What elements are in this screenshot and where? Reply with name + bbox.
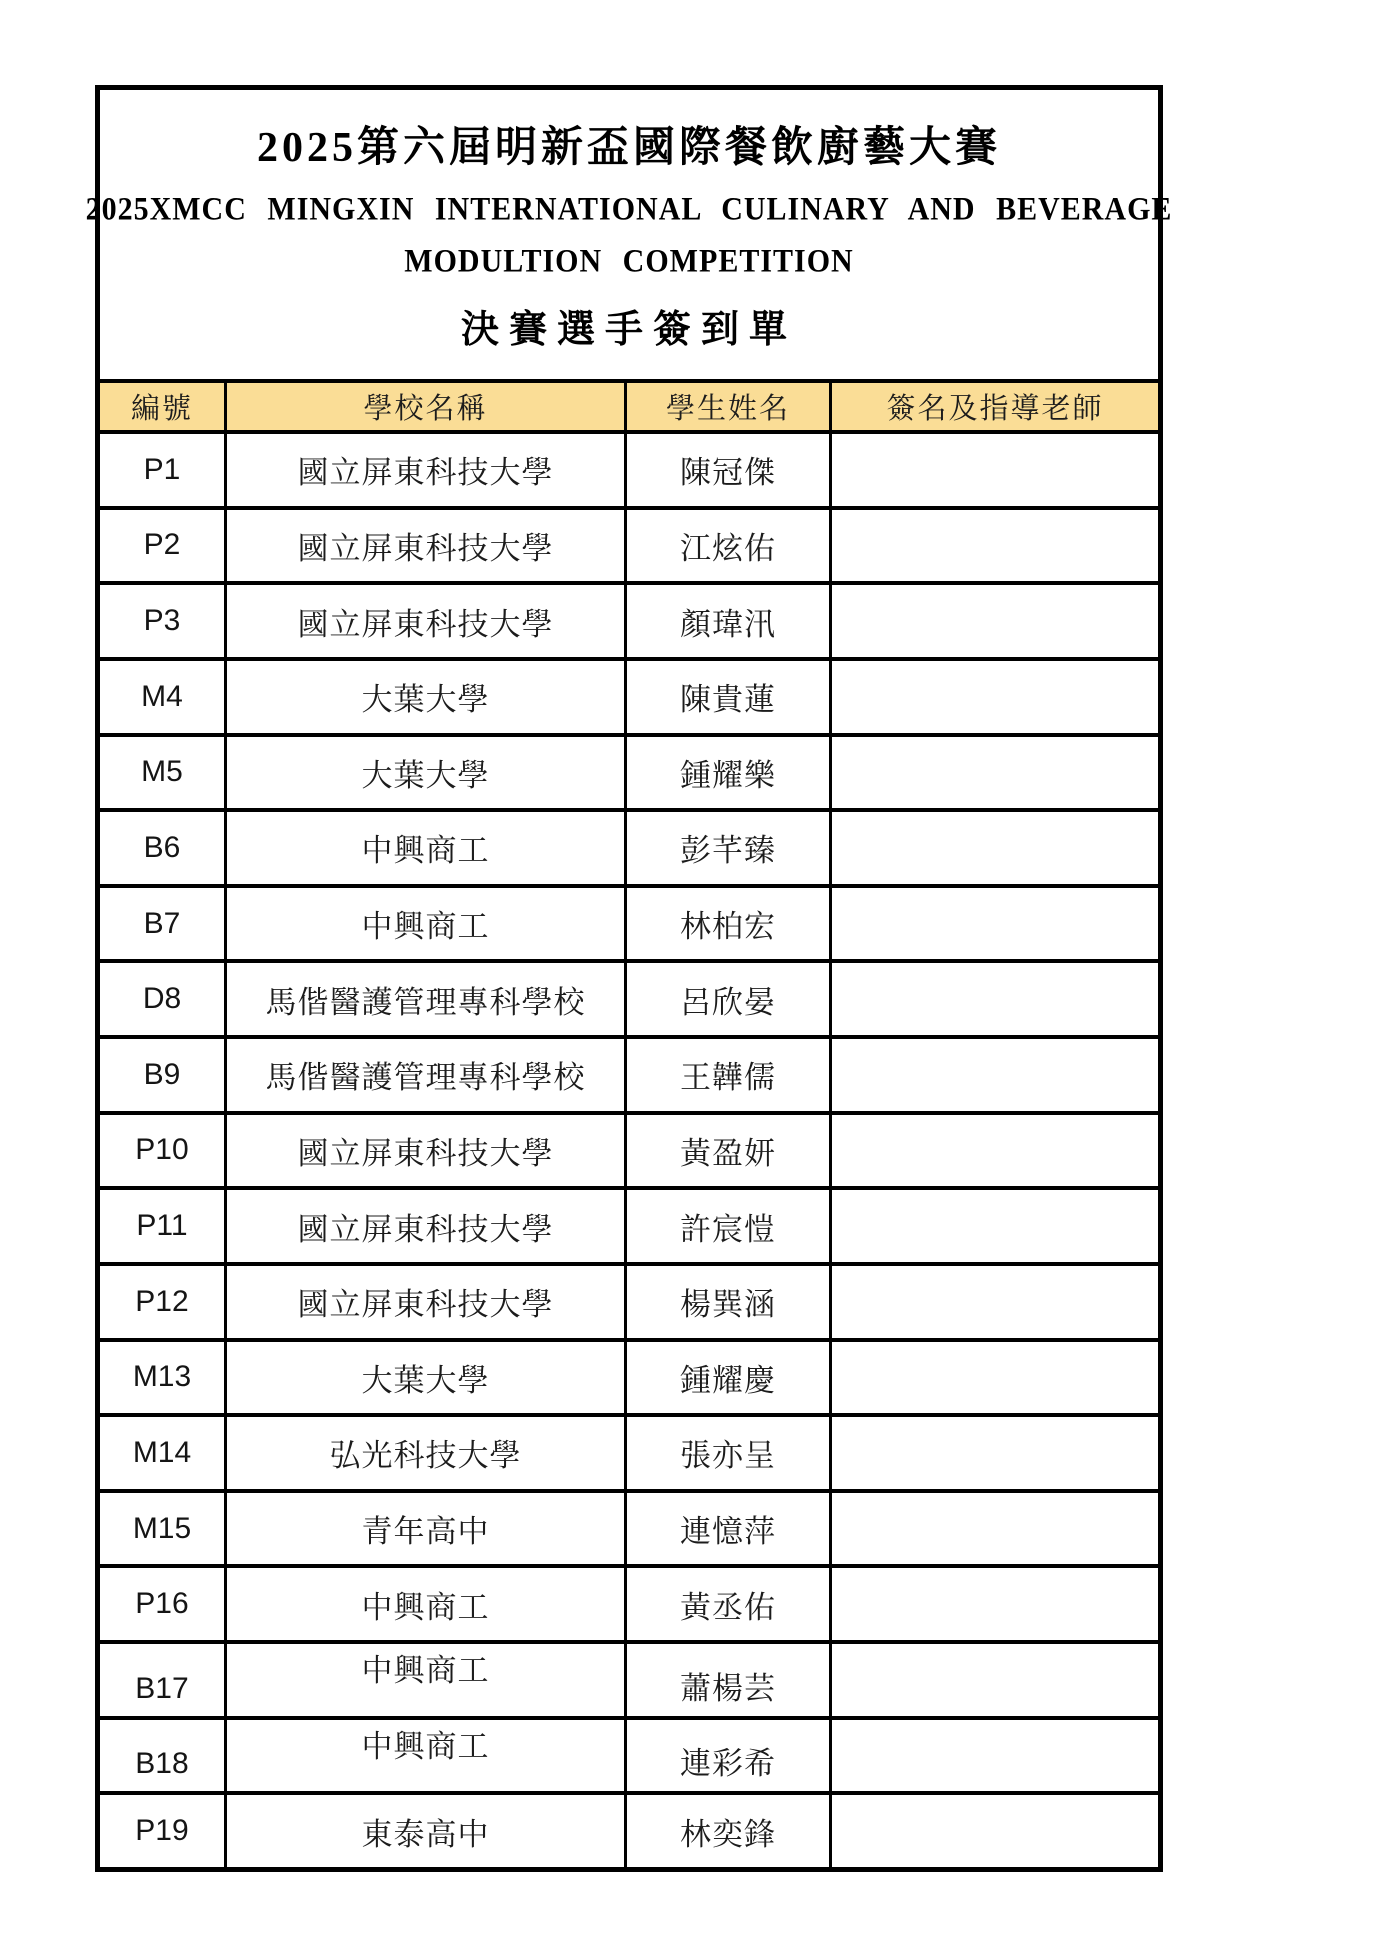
row-id: M4 [141,679,183,713]
row-id: P16 [135,1587,189,1621]
table-row [100,1262,1158,1338]
signature-cell [829,963,1158,1035]
signature-cell [829,1039,1158,1111]
student-name: 陳貴蓮 [624,661,829,733]
school-name: 國立屏東科技大學 [224,1190,624,1262]
table-row [100,1791,1158,1867]
signature-cell [829,1115,1158,1187]
title-block [85,90,1173,379]
table-row [100,1186,1158,1262]
school-name: 國立屏東科技大學 [224,1115,624,1187]
header-student: 學生姓名 [624,383,829,430]
row-id: P19 [135,1814,189,1848]
student-name: 蕭楊芸 [624,1644,829,1716]
table-row [100,884,1158,960]
table-row [100,657,1158,733]
table-row [100,1564,1158,1640]
table-row [100,1640,1158,1716]
signin-sheet [85,85,1173,1872]
signature-cell [829,1190,1158,1262]
school-name: 青年高中 [224,1493,624,1565]
school-name: 國立屏東科技大學 [224,585,624,657]
row-id: M15 [132,1511,192,1545]
signature-cell [829,1266,1158,1338]
title-english-line2: MODULTION COMPETITION [404,243,854,280]
table-row [100,1338,1158,1414]
student-name: 許宸愷 [624,1190,829,1262]
row-id: P2 [143,528,181,562]
school-name: 中興商工 [224,1644,624,1716]
table-row [100,1716,1158,1792]
table-body [100,434,1158,1867]
school-name: 中興商工 [224,812,624,884]
student-name: 張亦呈 [624,1417,829,1489]
row-id: D8 [142,982,182,1016]
student-name: 鍾耀慶 [624,1342,829,1414]
signature-cell [829,737,1158,809]
row-id: P1 [143,452,181,486]
student-name: 江炫佑 [624,510,829,582]
student-name: 彭芊臻 [624,812,829,884]
student-name: 陳冠傑 [624,434,829,506]
table-row [100,434,1158,506]
signature-cell [829,1493,1158,1565]
header-school: 學校名稱 [224,383,624,430]
signature-cell [829,434,1158,506]
school-name: 大葉大學 [224,737,624,809]
row-id: B6 [143,830,181,864]
school-name: 中興商工 [224,1568,624,1640]
signature-cell [829,1342,1158,1414]
signature-cell [829,1568,1158,1640]
title-english-line1: 2025XMCC MINGXIN INTERNATIONAL CULINARY AND BEVERAGE [85,191,1173,228]
school-name: 中興商工 [224,888,624,960]
table-row [100,808,1158,884]
student-name: 楊巽涵 [624,1266,829,1338]
school-name: 馬偕醫護管理專科學校 [224,963,624,1035]
row-id: B17 [135,1671,189,1705]
student-name: 連憶萍 [624,1493,829,1565]
student-name: 呂欣晏 [624,963,829,1035]
signature-cell [829,1417,1158,1489]
row-id: B9 [143,1057,181,1091]
signature-cell [829,1644,1158,1716]
student-name: 黃盈妍 [624,1115,829,1187]
school-name: 國立屏東科技大學 [224,510,624,582]
signature-cell [829,1720,1158,1792]
header-signature: 簽名及指導老師 [829,383,1158,430]
student-name: 顏瑋汛 [624,585,829,657]
table-row [100,1489,1158,1565]
student-name: 黃丞佑 [624,1568,829,1640]
row-id: P3 [143,604,181,638]
row-id: B18 [135,1747,189,1781]
signature-cell [829,1795,1158,1867]
table-row [100,506,1158,582]
table-row [100,733,1158,809]
student-name: 林柏宏 [624,888,829,960]
table-row [100,581,1158,657]
signature-cell [829,661,1158,733]
signature-cell [829,585,1158,657]
school-name: 弘光科技大學 [224,1417,624,1489]
header-id: 編號 [130,393,193,425]
student-name: 林奕鋒 [624,1795,829,1867]
school-name: 中興商工 [224,1720,624,1792]
title-subtitle: 決賽選手簽到單 [460,308,797,351]
table-header-row [100,379,1158,434]
signature-cell [829,812,1158,884]
table-row [100,1413,1158,1489]
signature-cell [829,510,1158,582]
table-row [100,959,1158,1035]
row-id: M14 [132,1435,192,1469]
title-chinese: 2025第六屆明新盃國際餐飲廚藝大賽 [256,125,1001,172]
table-row [100,1035,1158,1111]
school-name: 國立屏東科技大學 [224,434,624,506]
school-name: 大葉大學 [224,1342,624,1414]
table-row [100,1111,1158,1187]
row-id: P11 [136,1209,188,1243]
school-name: 東泰高中 [224,1795,624,1867]
row-id: M5 [141,755,183,789]
row-id: P12 [135,1284,189,1318]
school-name: 大葉大學 [224,661,624,733]
student-name: 王韡儒 [624,1039,829,1111]
school-name: 馬偕醫護管理專科學校 [224,1039,624,1111]
student-name: 連彩希 [624,1720,829,1792]
row-id: M13 [132,1360,192,1394]
school-name: 國立屏東科技大學 [224,1266,624,1338]
signature-cell [829,888,1158,960]
row-id: P10 [135,1133,189,1167]
row-id: B7 [143,906,181,940]
student-name: 鍾耀樂 [624,737,829,809]
